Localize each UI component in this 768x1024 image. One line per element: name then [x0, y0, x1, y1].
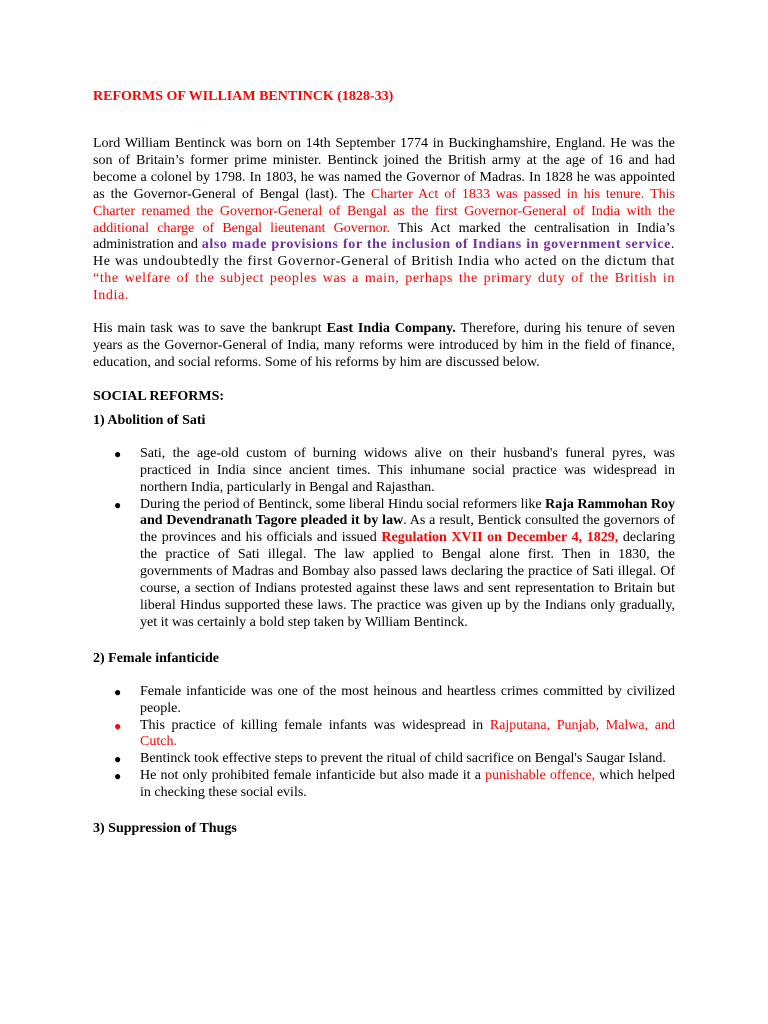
- intro-paragraph-1: [93, 136, 675, 305]
- punishable-offence-highlight: punishable offence,: [485, 768, 596, 784]
- list-item: [93, 751, 675, 768]
- infanticide-heading: 2) Female infanticide: [93, 650, 219, 666]
- list-item: [93, 768, 675, 802]
- indians-service-highlight: also made provisions for the inclusion of Indians in government service: [201, 237, 671, 253]
- bullet-icon: ●: [114, 718, 122, 733]
- sati-bullet-2-text-c: declaring the practice of Sati illegal. The law applied to Bengal alone first. Then in 1830, the governments of Madras and Bombay also passed laws declaring the practice of Sati illegal. Of course, a section of Indians protested against these laws and sent representation to Britain but liberal Hindus supported these laws. The practice was given up by the Indians only gradually, yet it was certainly a bold step taken by William Bentinck.: [140, 530, 675, 630]
- social-reforms-heading: SOCIAL REFORMS:: [93, 388, 225, 404]
- list-item: [93, 446, 675, 497]
- welfare-quote-highlight: “the welfare of the subject peoples was a main, perhaps the primary duty of the British in India.: [93, 271, 675, 304]
- regulation-highlight: Regulation XVII on December 4, 1829,: [381, 530, 619, 546]
- intro-text-a: Lord William Bentinck was born on 14th September 1774 in Buckinghamshire, England. He was the son of Britain’s former prime minister. Bentinck joined the British army at the age of 16 and had become a colonel by 1798. In 1803, he was named the Governor of Madras. In 1828 he was appointed as the Governor-General of Bengal (last). The: [93, 136, 675, 202]
- infanticide-bullet-3-text: Bentinck took effective steps to prevent the ritual of child sacrifice on Bengal's Saugar Island.: [140, 751, 666, 767]
- charter-act-highlight: Charter Act of 1833 was passed in his tenure. This Charter renamed the Governor-General of Bengal as the first Governor-General of India with the additional charge of Bengal lieutenant Governor.: [93, 186, 675, 236]
- list-item: [93, 684, 675, 718]
- infanticide-bullet-4-text-b: which helped in checking these social evils.: [140, 768, 675, 801]
- sati-list: [93, 446, 675, 632]
- intro-text-c: . He was undoubtedly the first Governor-General of British India who acted on the dictum that: [93, 237, 676, 270]
- sati-bullet-2-text-b: . As a result, Bentick consulted the governors of the provinces and his officials and issued: [140, 513, 675, 546]
- infanticide-list: [93, 684, 675, 802]
- reformers-bold: Raja Rammohan Roy and Devendranath Tagore pleaded it by law: [140, 496, 676, 529]
- bullet-icon: ●: [114, 752, 122, 767]
- intro-text-b: This Act marked the centralisation in India’s administration and: [93, 220, 675, 253]
- document-title: REFORMS OF WILLIAM BENTINCK (1828-33): [93, 89, 394, 104]
- bullet-icon: ●: [114, 497, 122, 512]
- infanticide-bullet-2-text-a: This practice of killing female infants was widespread in: [140, 717, 490, 733]
- intro-p2-text-a: His main task was to save the bankrupt: [93, 321, 327, 337]
- thugs-heading: 3) Suppression of Thugs: [93, 821, 237, 837]
- list-item: [93, 718, 675, 752]
- intro-paragraph-2: [93, 321, 675, 372]
- regions-highlight: Rajputana, Punjab, Malwa, and Cutch.: [140, 717, 675, 750]
- east-india-company-bold: East India Company.: [326, 321, 456, 337]
- bullet-icon: ●: [114, 446, 122, 461]
- sati-bullet-2-text-a: During the period of Bentinck, some liberal Hindu social reformers like: [140, 496, 546, 512]
- bullet-icon: ●: [114, 769, 122, 784]
- intro-p2-text-b: Therefore, during his tenure of seven years as the Governor-General of India, many reforms were introduced by him in the field of finance, education, and social reforms. Some of his reforms by him are discussed below.: [93, 321, 675, 370]
- list-item: [93, 497, 675, 632]
- infanticide-bullet-4-text-a: He not only prohibited female infanticide but also made it a: [140, 768, 486, 784]
- infanticide-bullet-1-text: Female infanticide was one of the most heinous and heartless crimes committed by civilized people.: [140, 683, 675, 716]
- sati-bullet-1-text: Sati, the age-old custom of burning widows alive on their husband's funeral pyres, was practiced in India since ancient times. This inhumane social practice was widespread in northern India, particularly in Bengal and Rajasthan.: [140, 445, 675, 495]
- sati-heading: 1) Abolition of Sati: [93, 412, 206, 428]
- bullet-icon: ●: [114, 684, 122, 699]
